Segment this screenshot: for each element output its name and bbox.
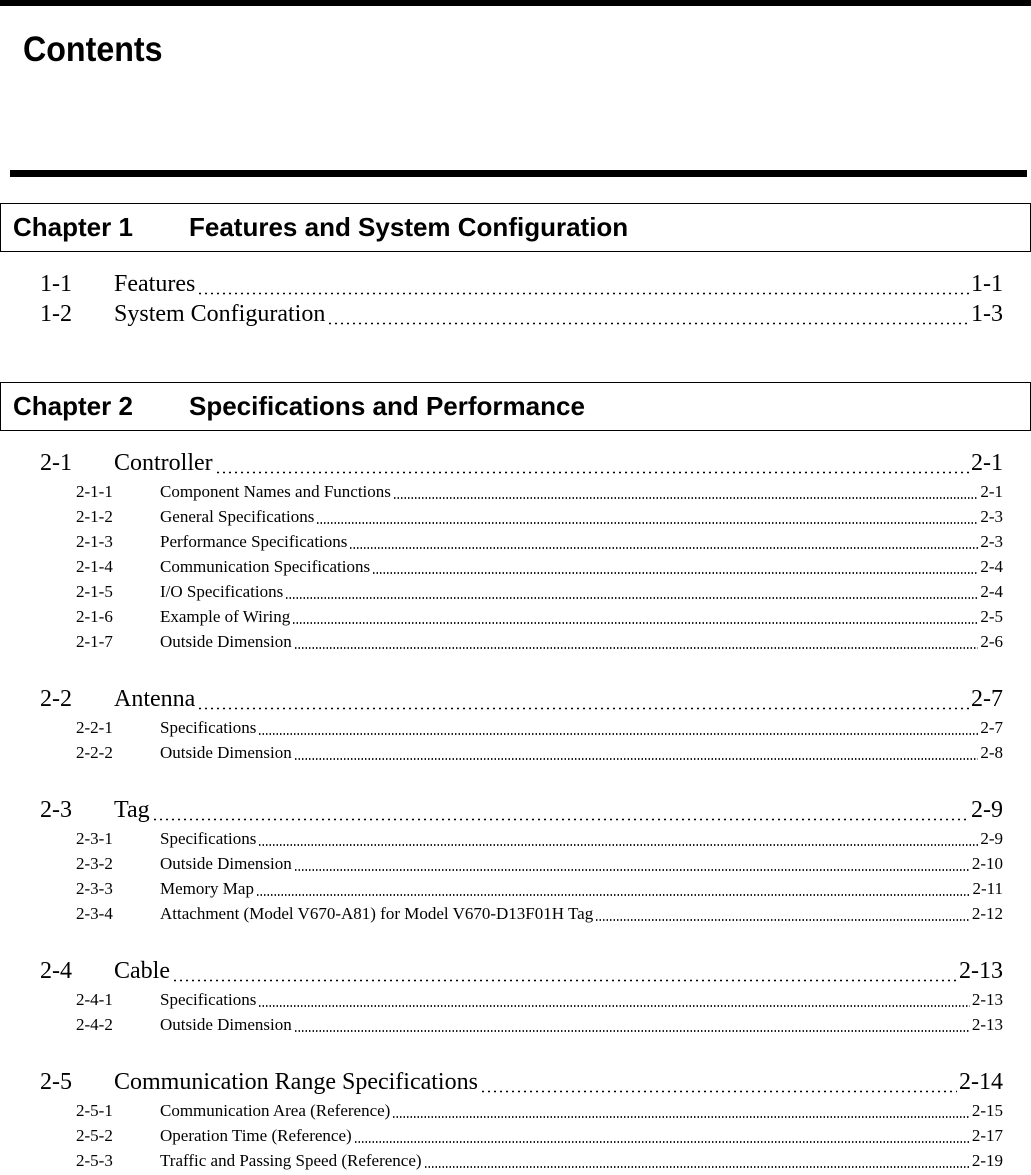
section-number: 2-4 (40, 958, 72, 984)
subsection-page: 2-7 (980, 718, 1003, 737)
subsection-title: Component Names and Functions (160, 482, 391, 501)
dot-leader (258, 829, 978, 853)
subsection-number: 2-3-4 (76, 904, 113, 923)
dot-leader (392, 1101, 969, 1125)
dot-leader (197, 271, 969, 301)
chapter-title: Specifications and Performance (189, 391, 585, 421)
section-number: 2-1 (40, 450, 72, 476)
toc-subsection-entry[interactable] (76, 507, 1003, 531)
subsection-page: 2-13 (971, 990, 1003, 1009)
toc-subsection-entry[interactable] (76, 1015, 1003, 1039)
subsection-page: 2-3 (980, 507, 1003, 526)
section-page: 2-9 (971, 797, 1003, 823)
toc-subsection-entry[interactable] (76, 632, 1003, 656)
dot-leader (316, 507, 978, 531)
subsection-number: 2-3-2 (76, 854, 113, 873)
chapter-heading (0, 382, 1031, 431)
top-rule (0, 0, 1031, 6)
subsection-number: 2-1-2 (76, 507, 113, 526)
dot-leader (258, 718, 978, 742)
toc-subsection-entry[interactable] (76, 532, 1003, 556)
toc-subsection-entry[interactable] (76, 1126, 1003, 1150)
dot-leader (327, 301, 969, 331)
section-page: 1-1 (971, 271, 1003, 297)
toc-section-entry[interactable] (40, 1069, 1003, 1099)
subsection-title: I/O Specifications (160, 582, 284, 601)
subsection-page: 2-11 (972, 879, 1003, 898)
section-title: System Configuration (114, 301, 326, 327)
subsection-title: Specifications (160, 990, 257, 1009)
dot-leader (294, 743, 979, 767)
subsection-number: 2-2-2 (76, 743, 113, 762)
dot-leader (258, 990, 970, 1014)
subsection-page: 2-8 (980, 743, 1003, 762)
subsection-title: Outside Dimension (160, 854, 292, 873)
toc-subsection-entry[interactable] (76, 582, 1003, 606)
section-title: Tag (114, 797, 150, 823)
subsection-title: Communication Area (Reference) (160, 1101, 391, 1120)
dot-leader (256, 879, 971, 903)
toc-section-entry[interactable] (40, 686, 1003, 716)
toc-section-entry[interactable] (40, 450, 1003, 480)
section-page: 2-14 (959, 1069, 1003, 1095)
toc-subsection-entry[interactable] (76, 1101, 1003, 1125)
chapter-number: Chapter 2 (13, 391, 133, 421)
subsection-number: 2-2-1 (76, 718, 113, 737)
subsection-title: Operation Time (Reference) (160, 1126, 352, 1145)
page-title: Contents (23, 30, 163, 69)
section-number: 1-1 (40, 271, 72, 297)
subsection-page: 2-4 (980, 557, 1003, 576)
section-number: 2-5 (40, 1069, 72, 1095)
toc-subsection-entry[interactable] (76, 743, 1003, 767)
subsection-title: Outside Dimension (160, 743, 292, 762)
subsection-number: 2-4-2 (76, 1015, 113, 1034)
dot-leader (294, 632, 979, 656)
subsection-number: 2-3-3 (76, 879, 113, 898)
subsection-page: 2-6 (980, 632, 1003, 651)
section-number: 1-2 (40, 301, 72, 327)
subsection-title: Traffic and Passing Speed (Reference) (160, 1151, 422, 1170)
subsection-number: 2-5-3 (76, 1151, 113, 1170)
subsection-page: 2-3 (980, 532, 1003, 551)
subsection-title: Communication Specifications (160, 557, 371, 576)
section-title: Communication Range Specifications (114, 1069, 478, 1095)
dot-leader (354, 1126, 970, 1150)
subsection-page: 2-4 (980, 582, 1003, 601)
subsection-title: Performance Specifications (160, 532, 348, 551)
subsection-title: General Specifications (160, 507, 315, 526)
dot-leader (349, 532, 978, 556)
subsection-number: 2-1-4 (76, 557, 113, 576)
subsection-title: Specifications (160, 718, 257, 737)
toc-subsection-entry[interactable] (76, 904, 1003, 928)
toc-subsection-entry[interactable] (76, 829, 1003, 853)
section-page: 2-7 (971, 686, 1003, 712)
section-number: 2-3 (40, 797, 72, 823)
toc-subsection-entry[interactable] (76, 990, 1003, 1014)
subsection-page: 2-10 (971, 854, 1003, 873)
toc-subsection-entry[interactable] (76, 482, 1003, 506)
subsection-number: 2-1-5 (76, 582, 113, 601)
section-page: 2-1 (971, 450, 1003, 476)
subsection-number: 2-1-1 (76, 482, 113, 501)
subsection-number: 2-1-7 (76, 632, 113, 651)
dot-leader (294, 1015, 970, 1039)
subsection-page: 2-13 (971, 1015, 1003, 1034)
subsection-page: 2-9 (980, 829, 1003, 848)
title-rule (10, 170, 1027, 177)
subsection-number: 2-5-1 (76, 1101, 113, 1120)
subsection-number: 2-1-6 (76, 607, 113, 626)
dot-leader (152, 797, 969, 827)
subsection-page: 2-12 (971, 904, 1003, 923)
chapter-title: Features and System Configuration (189, 212, 629, 242)
section-title: Features (114, 271, 196, 297)
subsection-number: 2-4-1 (76, 990, 113, 1009)
subsection-page: 2-1 (980, 482, 1003, 501)
toc-section-entry[interactable] (40, 301, 1003, 331)
subsection-title: Outside Dimension (160, 632, 292, 651)
subsection-title: Attachment (Model V670-A81) for Model V670-D13F01H Tag (160, 904, 594, 923)
chapter-number: Chapter 1 (13, 212, 133, 242)
subsection-title: Outside Dimension (160, 1015, 292, 1034)
toc-section-entry[interactable] (40, 797, 1003, 827)
toc-subsection-entry[interactable] (76, 557, 1003, 581)
dot-leader (215, 450, 969, 480)
dot-leader (372, 557, 978, 581)
subsection-title: Memory Map (160, 879, 254, 898)
toc-subsection-entry[interactable] (76, 854, 1003, 878)
subsection-number: 2-3-1 (76, 829, 113, 848)
section-page: 2-13 (959, 958, 1003, 984)
dot-leader (393, 482, 978, 506)
section-title: Cable (114, 958, 170, 984)
dot-leader (285, 582, 978, 606)
section-title: Antenna (114, 686, 196, 712)
chapter-heading (0, 203, 1031, 252)
subsection-title: Specifications (160, 829, 257, 848)
dot-leader (294, 854, 970, 878)
section-title: Controller (114, 450, 213, 476)
dot-leader (424, 1151, 970, 1175)
toc-section-entry[interactable] (40, 271, 1003, 301)
dot-leader (172, 958, 957, 988)
subsection-page: 2-15 (971, 1101, 1003, 1120)
toc-subsection-entry[interactable] (76, 607, 1003, 631)
section-page: 1-3 (971, 301, 1003, 327)
dot-leader (197, 686, 969, 716)
toc-subsection-entry[interactable] (76, 718, 1003, 742)
toc-subsection-entry[interactable] (76, 879, 1003, 903)
subsection-title: Example of Wiring (160, 607, 291, 626)
subsection-number: 2-5-2 (76, 1126, 113, 1145)
toc-subsection-entry[interactable] (76, 1151, 1003, 1175)
subsection-page: 2-17 (971, 1126, 1003, 1145)
dot-leader (595, 904, 970, 928)
section-number: 2-2 (40, 686, 72, 712)
dot-leader (292, 607, 978, 631)
subsection-number: 2-1-3 (76, 532, 113, 551)
dot-leader (480, 1069, 957, 1099)
subsection-page: 2-5 (980, 607, 1003, 626)
subsection-page: 2-19 (971, 1151, 1003, 1170)
toc-section-entry[interactable] (40, 958, 1003, 988)
